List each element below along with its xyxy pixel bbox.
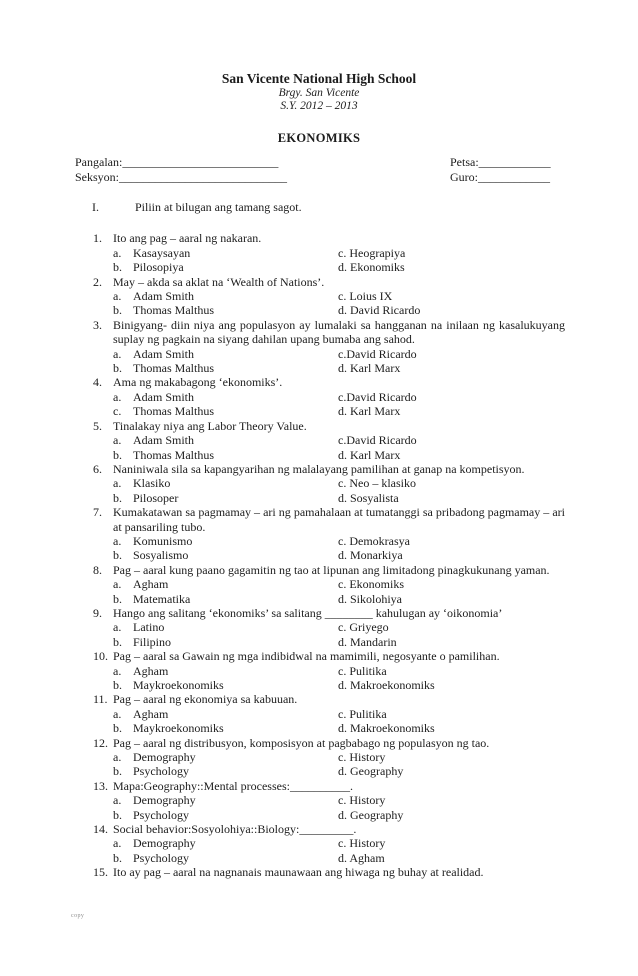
question-stem xyxy=(75,736,565,750)
option-text: Agham xyxy=(133,663,169,678)
question-text: Pag – aaral sa Gawain ng mga indibidwal na mamimili, negosyante o pamilihan. xyxy=(113,649,500,664)
section-blank-line: ____________________________ xyxy=(119,169,288,184)
option-label: b. xyxy=(113,260,122,275)
question-list xyxy=(75,231,565,879)
option-right: c. Ekonomiks xyxy=(338,577,404,592)
option-text: Thomas Malthus xyxy=(133,404,214,419)
question-number: 6. xyxy=(93,461,102,476)
question-5 xyxy=(75,419,565,462)
option-label: a. xyxy=(113,245,122,260)
option-row xyxy=(113,851,565,865)
question-text: Pag – aaral ng ekonomiya sa kabuuan. xyxy=(113,692,298,707)
option-row xyxy=(113,678,565,692)
option-left xyxy=(113,721,338,735)
question-stem xyxy=(75,606,565,620)
question-11 xyxy=(75,692,565,735)
instruction-numeral: I. xyxy=(92,200,99,214)
option-text: Maykroekonomiks xyxy=(133,721,224,736)
option-row xyxy=(113,664,565,678)
info-row-section-teacher xyxy=(75,170,565,185)
option-row xyxy=(113,635,565,649)
name-blank-line: __________________________ xyxy=(122,155,279,169)
option-label: b. xyxy=(113,807,122,822)
question-text: Binigyang- diin niya ang populasyon ay lumalaki sa hangganan na inilaan ng kasalukuyang suplay ng pagkain na siyang dahilan upang bumaba ang sahod. xyxy=(113,317,565,347)
question-15 xyxy=(75,865,565,879)
option-right: d. Sosyalista xyxy=(338,490,399,505)
option-right: d. Agham xyxy=(338,850,385,865)
option-row xyxy=(113,303,565,317)
option-right: c.David Ricardo xyxy=(338,389,417,404)
option-left xyxy=(113,678,338,692)
question-7 xyxy=(75,505,565,563)
question-text: Pag – aaral ng distribusyon, komposisyon at pagbabago ng populasyon ng tao. xyxy=(113,735,490,750)
option-label: b. xyxy=(113,850,122,865)
option-label: b. xyxy=(113,678,122,692)
question-number: 4. xyxy=(93,375,102,390)
option-left xyxy=(113,246,338,260)
instruction-text: Piliin at bilugan ang tamang sagot. xyxy=(135,200,302,214)
question-stem xyxy=(75,275,565,289)
question-text: Tinalakay niya ang Labor Theory Value. xyxy=(113,418,307,433)
option-row xyxy=(113,836,565,850)
option-right: d. Makroekonomiks xyxy=(338,678,435,692)
date-blank-line: ____________ xyxy=(478,155,551,169)
option-left xyxy=(113,548,338,562)
option-label: b. xyxy=(113,764,122,779)
option-row xyxy=(113,721,565,735)
option-text: Adam Smith xyxy=(133,346,195,361)
question-stem xyxy=(75,231,565,245)
option-right: d. Geography xyxy=(338,764,404,779)
option-text: Agham xyxy=(133,577,169,592)
option-label: b. xyxy=(113,634,122,649)
option-label: a. xyxy=(113,793,122,808)
name-field xyxy=(75,155,278,169)
question-text: Pag – aaral kung paano gagamitin ng tao at lipunan ang limitadong pinagkukunang yaman. xyxy=(113,562,550,577)
option-row xyxy=(113,491,565,505)
option-right: c. Loius IX xyxy=(338,289,393,304)
question-text: Social behavior:Sosyolohiya::Biology:_________. xyxy=(113,822,357,837)
option-left xyxy=(113,635,338,649)
option-row xyxy=(113,808,565,822)
option-left xyxy=(113,750,338,764)
question-number: 10. xyxy=(93,649,108,664)
option-row xyxy=(113,448,565,462)
question-text: Ito ang pag – aaral ng nakaran. xyxy=(113,231,262,246)
option-left xyxy=(113,793,338,807)
option-row xyxy=(113,548,565,562)
option-left xyxy=(113,836,338,850)
option-left xyxy=(113,764,338,778)
option-left xyxy=(113,592,338,606)
option-row xyxy=(113,476,565,490)
option-right: c. Neo – klasiko xyxy=(338,476,416,491)
question-number: 9. xyxy=(93,605,102,620)
option-row xyxy=(113,750,565,764)
option-row xyxy=(113,260,565,274)
question-stem xyxy=(75,865,565,879)
option-row xyxy=(113,620,565,634)
option-right: d. Ekonomiks xyxy=(338,260,405,275)
question-number: 5. xyxy=(93,418,102,433)
option-right: c.David Ricardo xyxy=(338,433,417,448)
option-left xyxy=(113,620,338,634)
question-number: 3. xyxy=(93,317,102,332)
option-left xyxy=(113,851,338,865)
question-stem xyxy=(75,563,565,577)
question-8 xyxy=(75,563,565,606)
question-text: Ito ay pag – aaral na nagnanais maunawaan ang hiwaga ng buhay at realidad. xyxy=(113,865,484,880)
option-label: a. xyxy=(113,663,122,678)
option-label: a. xyxy=(113,533,122,548)
option-text: Adam Smith xyxy=(133,433,195,448)
option-row xyxy=(113,433,565,447)
option-left xyxy=(113,289,338,303)
option-right: d. Sikolohiya xyxy=(338,591,403,606)
option-row xyxy=(113,361,565,375)
option-text: Pilosoper xyxy=(133,490,179,505)
question-number: 2. xyxy=(93,274,102,289)
option-text: Latino xyxy=(133,620,165,635)
subject-title: EKONOMIKS xyxy=(277,131,361,145)
option-left xyxy=(113,448,338,462)
option-left xyxy=(113,260,338,274)
option-row xyxy=(113,289,565,303)
option-left xyxy=(113,577,338,591)
option-text: Demography xyxy=(133,750,196,765)
question-stem xyxy=(75,375,565,389)
question-12 xyxy=(75,736,565,779)
option-left xyxy=(113,534,338,548)
option-text: Psychology xyxy=(133,850,190,865)
teacher-blank-line: ____________ xyxy=(478,169,550,184)
question-text: Hango ang salitang ‘ekonomiks’ sa salitang ________ kahulugan ay ‘oikonomia’ xyxy=(113,605,503,620)
option-right: c.David Ricardo xyxy=(338,346,417,361)
option-row xyxy=(113,707,565,721)
question-text: Kumakatawan sa pagmamay – ari ng pamahalaan at tumatanggi sa pribadong pagmamay – ari at pansariling tubo. xyxy=(113,505,565,534)
option-row xyxy=(113,592,565,606)
option-label: a. xyxy=(113,750,122,765)
option-left xyxy=(113,404,338,418)
option-text: Psychology xyxy=(133,807,190,822)
option-label: a. xyxy=(113,577,122,592)
question-1 xyxy=(75,231,565,274)
option-label: b. xyxy=(113,721,122,736)
date-field xyxy=(450,155,551,169)
option-right: d. Makroekonomiks xyxy=(338,721,435,736)
question-text: Mapa:Geography::Mental processes:__________. xyxy=(113,778,353,793)
question-text: Ama ng makabagong ‘ekonomiks’. xyxy=(113,375,283,390)
option-left xyxy=(113,808,338,822)
date-label: Petsa: xyxy=(450,155,479,169)
option-left xyxy=(113,707,338,721)
question-9 xyxy=(75,606,565,649)
question-stem xyxy=(75,318,565,347)
question-13 xyxy=(75,779,565,822)
question-number: 7. xyxy=(93,505,102,520)
question-3 xyxy=(75,318,565,376)
option-label: c. xyxy=(113,404,122,419)
question-stem xyxy=(75,505,565,534)
school-barangay: Brgy. San Vicente xyxy=(278,87,360,99)
question-number: 8. xyxy=(93,562,102,577)
option-label: a. xyxy=(113,706,122,721)
option-text: Psychology xyxy=(133,764,190,779)
question-number: 15. xyxy=(93,865,108,880)
option-label: a. xyxy=(113,836,122,851)
option-row xyxy=(113,577,565,591)
option-right: c. Griyego xyxy=(338,620,389,635)
question-stem xyxy=(75,779,565,793)
option-right: c. Heograpiya xyxy=(338,245,406,260)
question-stem xyxy=(75,419,565,433)
option-text: Klasiko xyxy=(133,476,171,491)
option-text: Pilosopiya xyxy=(133,260,184,275)
option-label: b. xyxy=(113,490,122,505)
option-text: Komunismo xyxy=(133,533,193,548)
option-left xyxy=(113,347,338,361)
question-2 xyxy=(75,275,565,318)
school-name: San Vicente National High School xyxy=(221,71,417,86)
school-year: S.Y. 2012 – 2013 xyxy=(280,99,358,112)
question-4 xyxy=(75,375,565,418)
option-right: d. Geography xyxy=(338,807,404,822)
option-label: a. xyxy=(113,389,122,404)
question-number: 13. xyxy=(93,778,108,793)
option-right: d. Monarkiya xyxy=(338,548,403,563)
option-label: a. xyxy=(113,289,122,304)
option-text: Kasaysayan xyxy=(133,245,191,260)
option-text: Adam Smith xyxy=(133,389,195,404)
option-left xyxy=(113,476,338,490)
question-number: 12. xyxy=(93,735,108,750)
option-left xyxy=(113,433,338,447)
section-label: Seksyon: xyxy=(75,169,120,184)
option-label: b. xyxy=(113,447,122,462)
question-10 xyxy=(75,649,565,692)
option-row xyxy=(113,404,565,418)
option-left xyxy=(113,664,338,678)
option-text: Thomas Malthus xyxy=(133,447,214,462)
option-text: Matematika xyxy=(133,591,191,606)
info-fields xyxy=(75,155,565,184)
option-label: b. xyxy=(113,548,122,563)
option-text: Thomas Malthus xyxy=(133,303,214,318)
option-right: c. History xyxy=(338,793,386,808)
option-right: c. Pulitika xyxy=(338,706,387,721)
name-label: Pangalan: xyxy=(75,155,123,169)
option-text: Demography xyxy=(133,793,196,808)
option-label: a. xyxy=(113,346,122,361)
info-row-name-date xyxy=(75,155,565,170)
option-text: Adam Smith xyxy=(133,289,195,304)
option-row xyxy=(113,390,565,404)
question-number: 14. xyxy=(93,822,108,837)
option-right: d. David Ricardo xyxy=(338,303,421,318)
question-text: Naniniwala sila sa kapangyarihan ng malalayang pamilihan at ganap na kompetisyon. xyxy=(113,461,525,476)
question-text: May – akda sa aklat na ‘Wealth of Nations’. xyxy=(113,274,325,289)
option-text: Demography xyxy=(133,836,196,851)
watermark-text: copy xyxy=(71,913,85,919)
section-field xyxy=(75,170,287,184)
option-left xyxy=(113,361,338,375)
question-stem xyxy=(75,649,565,663)
option-text: Sosyalismo xyxy=(133,548,189,563)
question-stem xyxy=(75,692,565,706)
option-row xyxy=(113,246,565,260)
option-row xyxy=(113,347,565,361)
option-right: d. Karl Marx xyxy=(338,361,401,376)
option-label: b. xyxy=(113,591,122,606)
question-number: 11. xyxy=(93,692,108,707)
question-6 xyxy=(75,462,565,505)
question-stem xyxy=(75,822,565,836)
teacher-label: Guro: xyxy=(450,169,478,184)
option-text: Thomas Malthus xyxy=(133,361,214,376)
option-right: d. Karl Marx xyxy=(338,404,401,419)
option-left xyxy=(113,491,338,505)
option-left xyxy=(113,303,338,317)
option-row xyxy=(113,534,565,548)
teacher-field xyxy=(450,170,550,184)
question-14 xyxy=(75,822,565,865)
option-right: c. History xyxy=(338,750,386,765)
document-header xyxy=(0,0,638,145)
option-right: d. Mandarin xyxy=(338,634,397,649)
option-label: a. xyxy=(113,476,122,491)
option-text: Maykroekonomiks xyxy=(133,678,224,692)
option-text: Filipino xyxy=(133,634,172,649)
option-row xyxy=(113,764,565,778)
option-right: d. Karl Marx xyxy=(338,447,401,462)
option-label: b. xyxy=(113,303,122,318)
question-number: 1. xyxy=(93,231,102,246)
option-row xyxy=(113,793,565,807)
option-label: a. xyxy=(113,433,122,448)
section-instruction xyxy=(75,200,565,214)
option-text: Agham xyxy=(133,706,169,721)
option-left xyxy=(113,390,338,404)
option-right: c. Demokrasya xyxy=(338,533,410,548)
option-right: c. History xyxy=(338,836,386,851)
option-label: a. xyxy=(113,620,122,635)
option-label: b. xyxy=(113,361,122,376)
question-stem xyxy=(75,462,565,476)
option-right: c. Pulitika xyxy=(338,663,387,678)
